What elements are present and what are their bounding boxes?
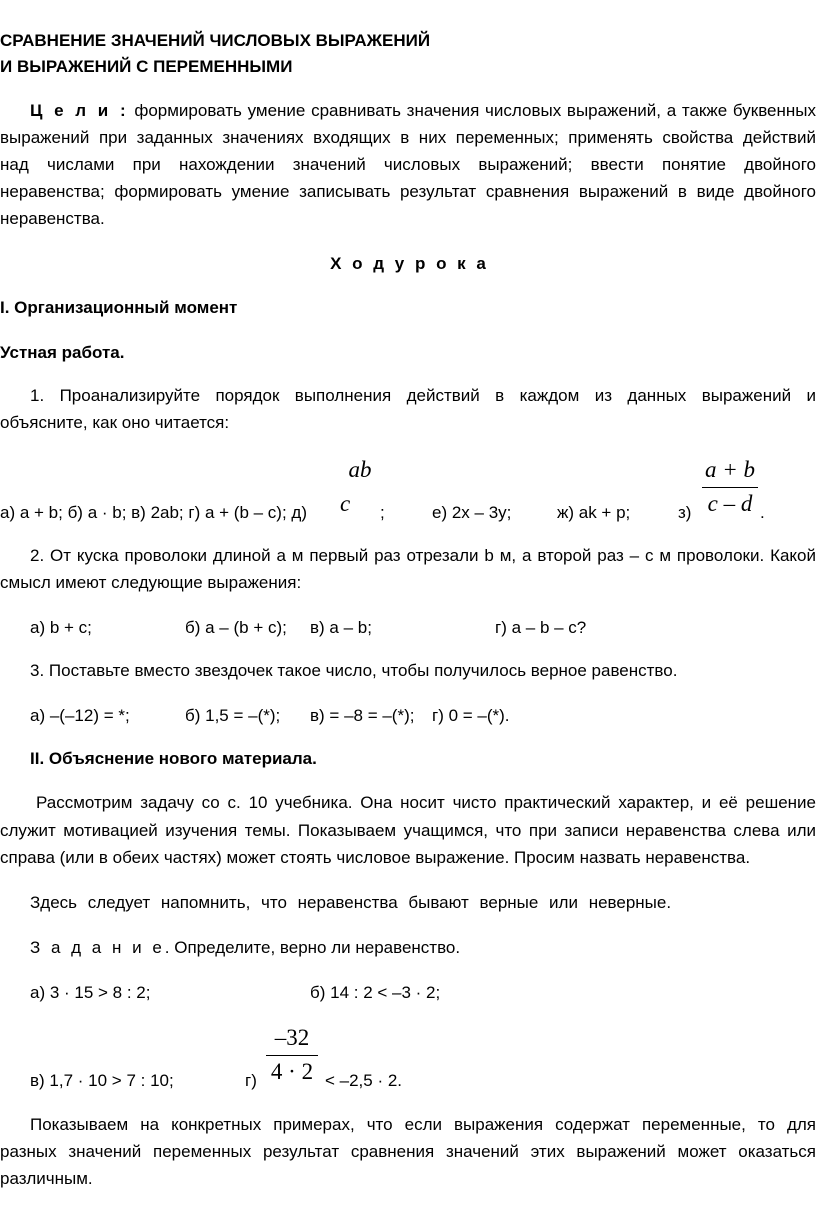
- oral-work-heading: Устная работа.: [0, 343, 125, 362]
- task1-line-2: объясните, как оно читается:: [0, 413, 230, 432]
- task2-item-g: г) a – b – c?: [495, 618, 587, 637]
- fraction-bar: [702, 487, 758, 488]
- para2-line-3: различным.: [0, 1169, 93, 1188]
- para1-line-3: справа (или в обеих частях) может стоять числовое выражение. Просим назвать неравенства.: [0, 848, 751, 867]
- para1-line-2: служит мотивацией изучения темы. Показываем учащимся, что при записи неравенства слева или: [0, 821, 816, 840]
- task1-item-zh: ж) ak + p;: [557, 503, 631, 522]
- task1-semicolon: ;: [380, 503, 385, 522]
- assignment-item-a: а) 3 · 15 > 8 : 2;: [30, 983, 151, 1002]
- task2-item-a: а) b + c;: [30, 618, 92, 637]
- assignment-item-g-rest: < –2,5 · 2.: [325, 1071, 403, 1090]
- goals-line-3: над числами при нахождении значений числовых выражений; ввести понятие двойного: [0, 155, 816, 174]
- goals-line-2: выражений при заданных значениях входящих в них переменных; применять свойства действий: [0, 128, 816, 147]
- task3-line-1: 3. Поставьте вместо звездочек такое число, чтобы получилось верное равенство.: [30, 661, 678, 680]
- reminder-line: Здесь следует напомнить, что неравенства бывают верные или неверные.: [30, 893, 672, 912]
- fraction-a-plus-b-over-c-minus-d: [702, 456, 758, 516]
- task1-item-e: е) 2x – 3y;: [432, 503, 512, 522]
- assignment-label: З а д а н и е: [30, 938, 165, 957]
- section-2-heading: II. Объяснение нового материала.: [30, 749, 317, 768]
- fraction-denominator: c: [340, 491, 351, 516]
- goals-line-4: неравенства; формировать умение записывать результат сравнения выражений в виде двойного: [0, 182, 816, 201]
- task2-item-v: в) a – b;: [310, 618, 372, 637]
- fraction-ab-over-c: [340, 456, 380, 518]
- fraction-numerator: –32: [274, 1025, 310, 1050]
- task3-item-g: г) 0 = –(*).: [432, 706, 510, 725]
- fraction-numerator: a + b: [704, 457, 756, 482]
- assignment-line: [30, 935, 816, 961]
- goals-line-5: неравенства.: [0, 209, 105, 228]
- task1-item-z: з): [678, 503, 692, 522]
- task3-item-v: в) = –8 = –(*);: [310, 706, 415, 725]
- fraction-denominator: 4 · 2: [270, 1059, 314, 1084]
- fraction-minus32-over-4x2: [266, 1024, 318, 1084]
- task3-item-b: б) 1,5 = –(*);: [185, 706, 281, 725]
- task3-item-a: а) –(–12) = *;: [30, 706, 130, 725]
- task2-line-2: смысл имеют следующие выражения:: [0, 573, 302, 592]
- para2-line-1: Показываем на конкретных примерах, что если выражения содержат переменные, то для: [30, 1115, 816, 1134]
- goals-line-1: [30, 98, 816, 124]
- title-line-2: И ВЫРАЖЕНИЙ С ПЕРЕМЕННЫМИ: [0, 57, 293, 76]
- task1-line-1: 1. Проанализируйте порядок выполнения действий в каждом из данных выражений и: [30, 386, 816, 405]
- assignment-item-v: в) 1,7 · 10 > 7 : 10;: [30, 1071, 174, 1090]
- task2-item-b: б) a – (b + c);: [185, 618, 287, 637]
- para2-line-2: разных значений переменных результат сравнения значений этих выражений может оказаться: [0, 1142, 816, 1161]
- fraction-numerator: ab: [348, 457, 372, 482]
- assignment-item-b: б) 14 : 2 < –3 · 2;: [310, 983, 441, 1002]
- task1-end: .: [760, 503, 765, 522]
- section-1-heading: I. Организационный момент: [0, 298, 238, 317]
- goals-text-1: формировать умение сравнивать значения числовых выражений, а также буквенных: [134, 101, 816, 120]
- goals-label: Ц е л и :: [30, 101, 129, 120]
- lesson-heading: Х о д у р о к а: [330, 254, 486, 273]
- task2-line-1: 2. От куска проволоки длиной a м первый раз отрезали b м, а второй раз – c м проволоки. Какой: [30, 546, 816, 565]
- fraction-bar: [266, 1055, 318, 1056]
- title-line-1: СРАВНЕНИЕ ЗНАЧЕНИЙ ЧИСЛОВЫХ ВЫРАЖЕНИЙ: [0, 31, 431, 50]
- fraction-denominator: c – d: [707, 491, 753, 516]
- task1-items: а) a + b; б) a · b; в) 2ab; г) a + (b – c); д): [0, 503, 307, 522]
- assignment-text: . Определите, верно ли неравенство.: [164, 938, 461, 957]
- assignment-item-g: г): [245, 1071, 257, 1090]
- para1-line-1: Рассмотрим задачу со с. 10 учебника. Она носит чисто практический характер, и её решение: [36, 793, 816, 812]
